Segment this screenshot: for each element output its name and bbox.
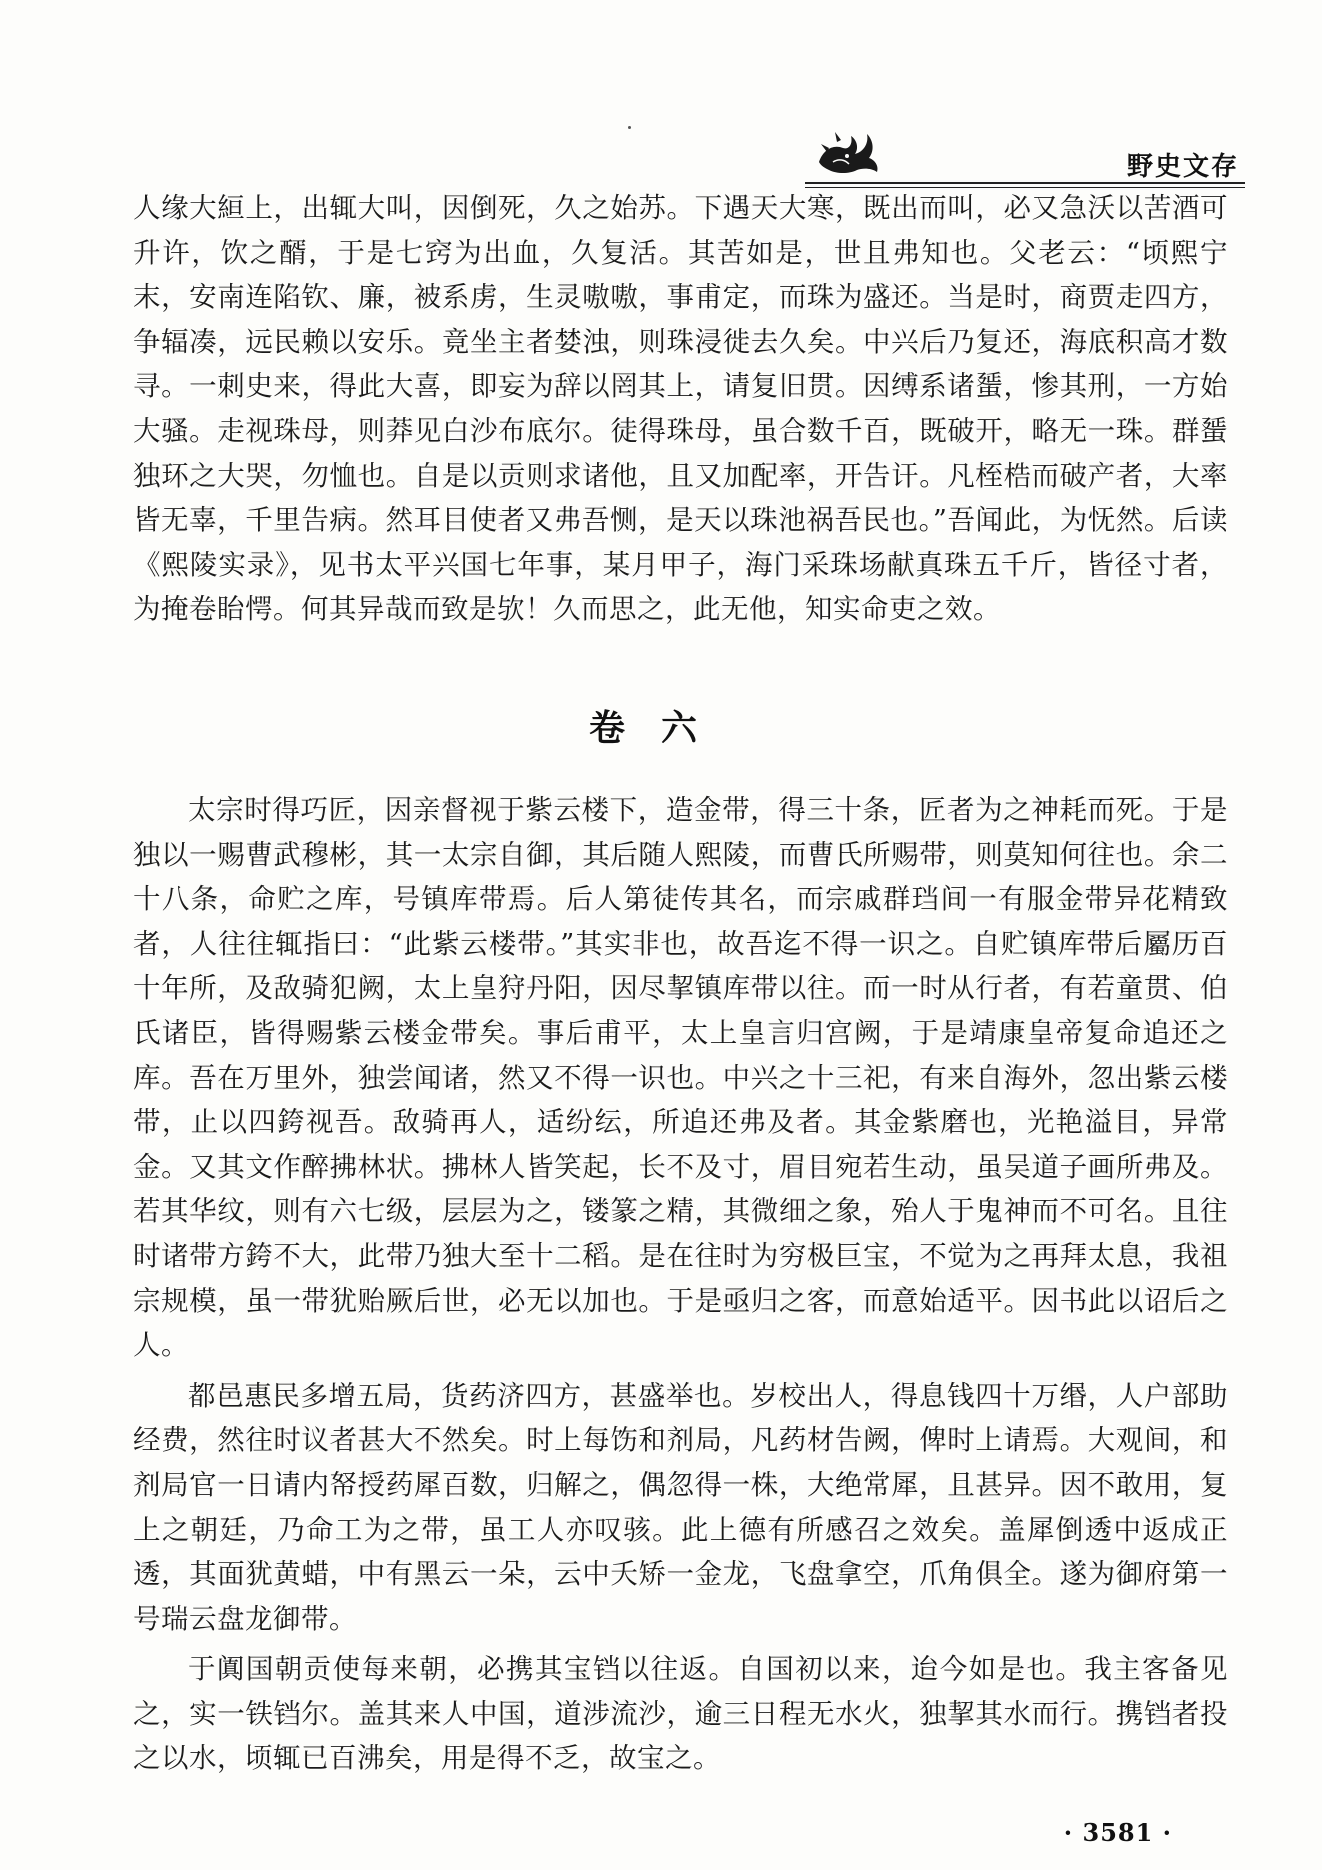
continued-text — [133, 186, 1228, 632]
chapter-heading: 卷六 — [588, 708, 733, 749]
page-number: · 3581 · — [1063, 1818, 1172, 1847]
chapter-body — [133, 788, 1228, 1781]
header-rule — [805, 182, 1245, 184]
paragraph: 太宗时得巧匠，因亲督视于紫云楼下，造金带，得三十条，匠者为之神耗而死。于是独以一赐曹武穆彬，其一太宗自御，其后随人熙陵，而曹氏所赐带，则莫知何往也。余二十八条，命贮之库，号镇库带焉。后人第徒传其名，而宗戚群珰间一有服金带异花精致者，人往往辄指曰：“此紫云楼带。”其实非也，故吾迄不得一识之。自贮镇库带后屬历百十年所，及敌骑犯阙，太上皇狩丹阳，因尽挈镇库带以往。而一时从行者，有若童贯、伯氏诸臣，皆得赐紫云楼金带矣。事后甫平，太上皇言归宫阙，于是靖康皇帝复命追还之库。吾在万里外，独尝闻诸，然又不得一识也。中兴之十三祀，有来自海外，忽出紫云楼带，止以四銙视吾。敌骑再人，适纷纭，所追还弗及者。其金紫磨也，光艳溢目，异常金。又其文作醉拂林状。拂林人皆笑起，长不及寸，眉目宛若生动，虽吴道子画所弗及。若其华纹，则有六七级，层层为之，镂篆之精，其微细之象，殆人于鬼神而不可名。且往时诸带方銙不大，此带乃独大至十二稻。是在往时为穷极巨宝，不觉为之再拜太息，我祖宗规模，虽一带犹贻厥后世，必无以加也。于是亟归之客，而意始适平。因书此以诏后之人。 — [133, 794, 1228, 1362]
scan-speck — [628, 126, 631, 129]
paragraph: 都邑惠民多增五局，货药济四方，甚盛举也。岁校出人，得息钱四十万缗，人户部助经费，然往时议者甚大不然矣。时上每饬和剂局，凡药材告阙，俾时上请焉。大观间，和剂局官一日请内帑授药犀百数，归解之，偶忽得一株，大绝常犀，且甚异。因不敢用，复上之朝廷，乃命工为之带，虽工人亦叹骇。此上德有所感召之效矣。盖犀倒透中返成正透，其面犹黄蜡，中有黑云一朵，云中夭矫一金龙，飞盘拿空，爪角俱全。遂为御府第一号瑞云盘龙御带。 — [133, 1379, 1228, 1635]
running-header — [805, 108, 1245, 188]
dragon-icon — [813, 122, 883, 178]
header-title: 野史文存 — [1126, 152, 1239, 182]
paragraph: 人缘大絙上，出辄大叫，因倒死，久之始苏。下遇天大寒，既出而叫，必又急沃以苦酒可升许，饮之醑，于是七窍为出血，久复活。其苦如是，世且弗知也。父老云：“顷熙宁末，安南连陷钦、廉，被系虏，生灵嗷嗷，事甫定，而珠为盛还。当是时，商贾走四方，争辐凑，远民赖以安乐。竟坐主者婪浊，则珠浸徙去久矣。中兴后乃复还，海底积高才数寻。一刺史来，得此大喜，即妄为辞以罔其上，请复旧贯。因缚系诸蜑，惨其刑，一方始大骚。走视珠母，则莽见白沙布底尔。徒得珠母，虽合数千百，既破开，略无一珠。群蜑独环之大哭，勿恤也。自是以贡则求诸他，且又加配率，开告讦。凡桎梏而破产者，大率皆无辜，千里告病。然耳目使者又弗吾恻，是天以珠池祸吾民也。”吾闻此，为怃然。后读《熙陵实录》，见书太平兴国七年事，某月甲子，海门采珠场献真珠五千斤，皆径寸者，为掩卷眙愕。何其异哉而致是欤！久而思之，此无他，知实命吏之效。 — [133, 192, 1228, 626]
paragraph: 于阗国朝贡使每来朝，必携其宝铛以往返。自国初以来，迨今如是也。我主客备见之，实一铁铛尔。盖其来人中国，道涉流沙，逾三日程无水火，独挈其水而行。携铛者投之以水，顷辄已百沸矣，用是得不乏，故宝之。 — [133, 1653, 1228, 1775]
